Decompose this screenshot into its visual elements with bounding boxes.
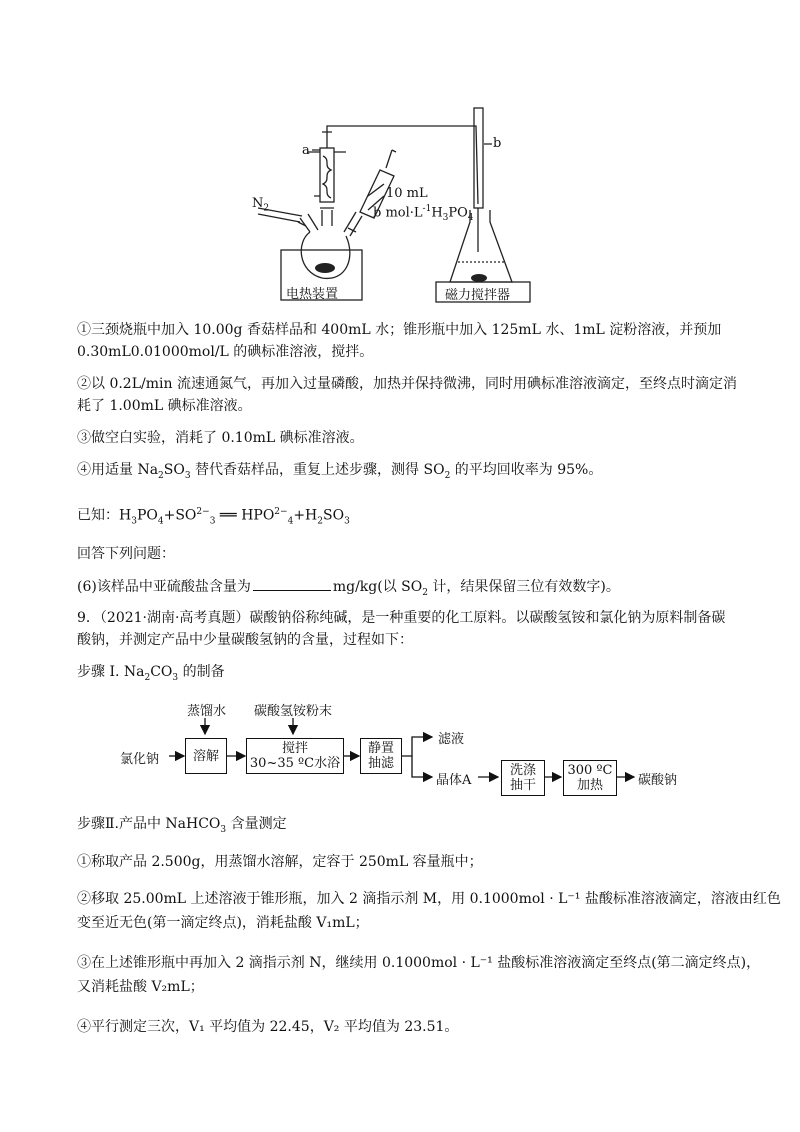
step-ii-heading: 步骤Ⅱ.产品中 NaHCO$_3$ 含量测定 <box>77 816 287 835</box>
label-concentration: b $mol\cdot L^{-1}H_3PO_4$ <box>373 204 474 223</box>
q8-step1-line2: 0.30mL0.01000mol/L 的碘标准溶液，搅拌。 <box>77 344 374 360</box>
stir-text: 搅拌 <box>281 741 308 756</box>
dissolve-text: 溶解 <box>192 748 219 764</box>
q9-intro-line1: 9．（2021·湖南·高考真题）碳酸钠俗称纯碱，是一种重要的化工原料。以碳酸氢铵和氯化钠为原料制备碳 <box>77 610 726 626</box>
q8-step1-line1: ①三颈烧瓶中加入 10.00g 香菇样品和 400mL 水；锥形瓶中加入 125mL 水、1mL 淀粉溶液，并预加 <box>77 322 722 338</box>
q9-s3-line2: 又消耗盐酸 V₂mL； <box>77 979 204 995</box>
label-a: a <box>302 143 310 158</box>
q8-step2-line2: 耗了 1.00mL 碘标准溶液。 <box>77 398 252 414</box>
heater-label: 电热装置 <box>286 287 339 302</box>
q9-s1: ①称取产品 2.500g，用蒸馏水溶解，定容于 250mL 容量瓶中； <box>77 854 483 870</box>
wash-text: 洗涤 <box>509 763 536 778</box>
known-equation: 已知：$H_3PO_4+SO^{2-}_3$ ══ $HPO^{2-}_4+H_2SO_3$ <box>77 507 350 527</box>
flow-box-dissolve <box>185 738 227 774</box>
flow-water-label: 蒸馏水 <box>187 704 227 719</box>
step-i-heading: 步骤 I. $Na_2CO_3$ 的制备 <box>77 664 225 683</box>
water-bath-text: 30~35 ºC水浴 <box>249 756 341 771</box>
flow-box-settle <box>360 738 402 774</box>
flow-crystal-label: 晶体A <box>436 773 472 788</box>
q9-intro-line2: 酸钠，并测定产品中少量碳酸氢钠的含量，过程如下： <box>77 632 413 648</box>
flow-bicarb-label: 碳酸氢铵粉末 <box>254 704 333 719</box>
heat-text: 加热 <box>576 778 603 793</box>
flow-nacl-label: 氯化钠 <box>120 752 160 767</box>
settle-text: 静置 <box>367 741 394 756</box>
temperature-text: 300 ºC <box>567 763 613 778</box>
flow-box-heat <box>563 760 617 796</box>
flow-filtrate-label: 滤液 <box>438 732 465 747</box>
q9-s3-line1: ③在上述锥形瓶中再加入 2 滴指示剂 N，继续用 0.1000mol · L⁻¹ 盐酸标准溶液滴定至终点(第二滴定终点)， <box>77 955 761 971</box>
label-n2: $N_2$ <box>252 196 270 214</box>
answer-prompt: 回答下列问题： <box>77 546 175 562</box>
flow-box-stir <box>246 738 344 774</box>
dry-text: 抽干 <box>509 778 536 793</box>
q8-step4: ④用适量 $Na_2SO_3$ 替代香菇样品，重复上述步骤，测得 $SO_2$ 的平均回收率为 95%。 <box>77 462 603 481</box>
flow-box-wash <box>501 760 545 796</box>
q8-step2-line1: ②以 0.2L/min 流速通氮气，再加入过量磷酸，加热并保持微沸，同时用碘标准溶液滴定，至终点时滴定消 <box>77 376 737 392</box>
question-6: (6)该样品中亚硫酸盐含量为 mg/kg(以 $SO_2$ 计，结果保留三位有效数字)。 <box>77 576 620 603</box>
q9-s4: ④平行测定三次，V₁ 平均值为 22.45，V₂ 平均值为 23.51。 <box>77 1019 459 1035</box>
label-10ml: 10 mL <box>386 186 428 201</box>
filter-text: 抽滤 <box>367 756 394 771</box>
q9-s2-line1: ②移取 25.00mL 上述溶液于锥形瓶，加入 2 滴指示剂 M，用 0.1000mol · L⁻¹ 盐酸标准溶液滴定，溶液由红色 <box>77 891 781 907</box>
label-b: b <box>493 136 502 151</box>
flow-product-label: 碳酸钠 <box>638 773 678 788</box>
q8-step3: ③做空白实验，消耗了 0.10mL 碘标准溶液。 <box>77 430 364 446</box>
q9-s2-line2: 变至近无色(第一滴定终点)，消耗盐酸 V₁mL； <box>77 915 369 931</box>
stirrer-label: 磁力搅拌器 <box>445 288 511 303</box>
